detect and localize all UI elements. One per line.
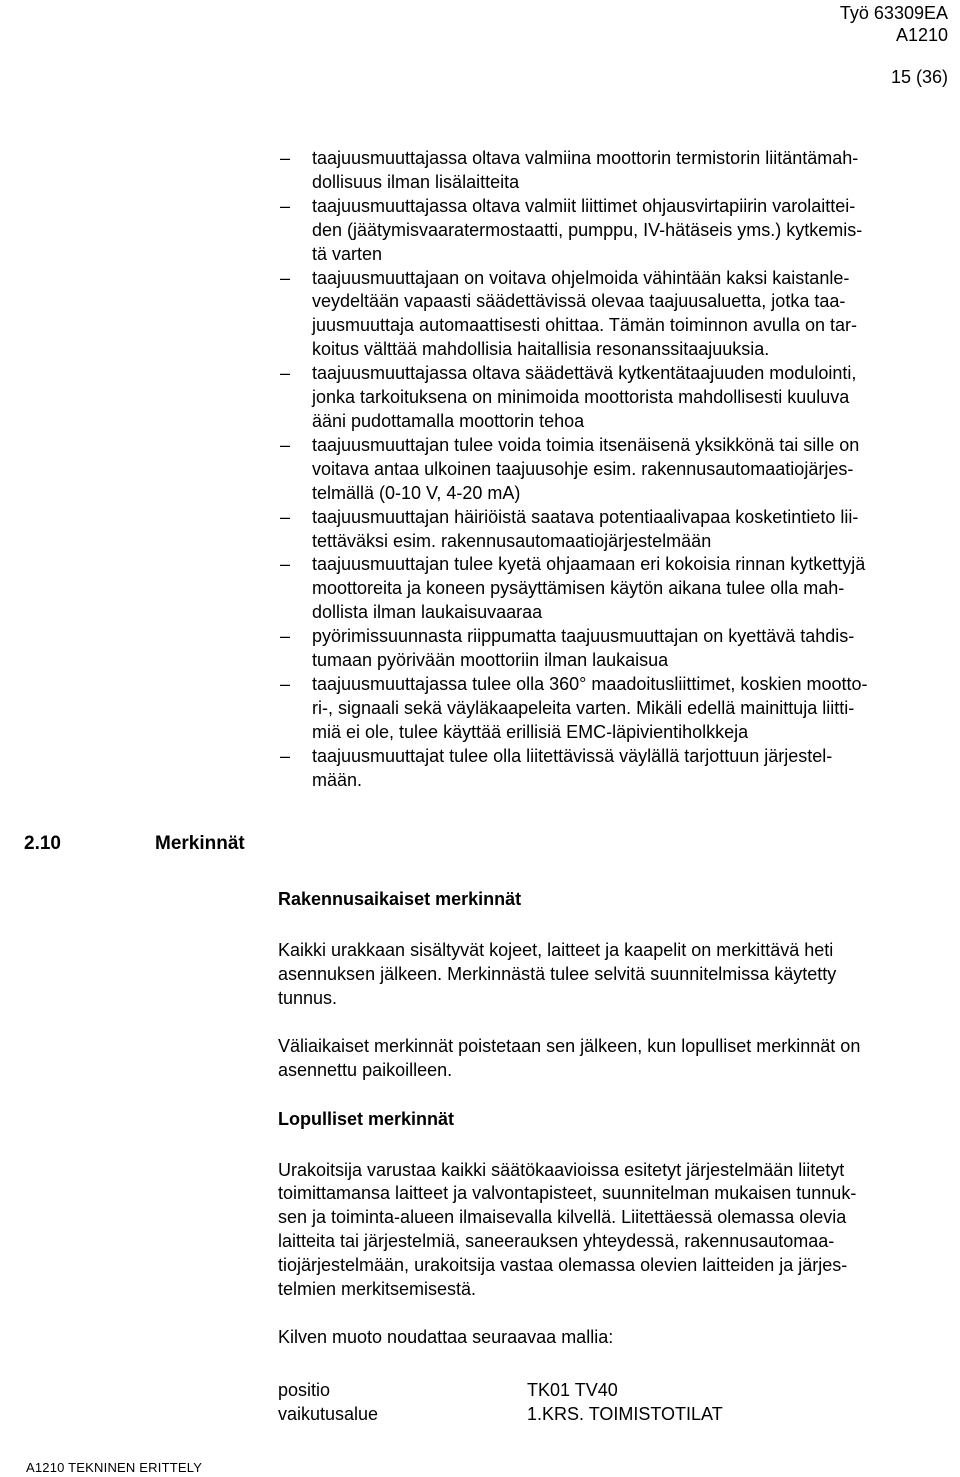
list-item bbox=[274, 506, 960, 554]
section-number: 2.10 bbox=[24, 833, 61, 854]
list-item-line: pyörimissuunnasta riippumatta taajuusmuuttajan on kyettävä tahdis- bbox=[312, 626, 855, 647]
paragraph-line: tiojärjestelmään, urakoitsija vastaa olemassa olevien laitteiden ja järjes- bbox=[278, 1255, 848, 1276]
paragraph bbox=[278, 1035, 958, 1083]
paragraph bbox=[278, 1326, 958, 1350]
list-item bbox=[274, 434, 960, 506]
list-item-line: veydeltään vapaasti säädettävissä olevaa taajuusaluetta, jotka taa- bbox=[312, 291, 846, 312]
list-item-line: taajuusmuuttajassa oltava valmiina moottorin termistorin liitäntämah- bbox=[312, 148, 859, 168]
document-number: Työ 63309EA bbox=[839, 3, 948, 23]
list-item bbox=[274, 267, 960, 363]
list-item-line: taajuusmuuttajassa tulee olla 360° maadoitusliittimet, koskien mootto- bbox=[312, 673, 868, 694]
paragraph-line: Urakoitsija varustaa kaikki säätökaavioissa esitetyt järjestelmään liitetyt bbox=[278, 1159, 845, 1180]
list-item-line: taajuusmuuttajan tulee voida toimia itsenäisenä yksikkönä tai sille on bbox=[312, 434, 860, 455]
list-item-line: taajuusmuuttajassa oltava valmiit liittimet ohjausvirtapiirin varolaittei- bbox=[312, 195, 856, 216]
list-item-line: tä varten bbox=[312, 243, 383, 264]
list-item bbox=[274, 625, 960, 673]
list-item bbox=[274, 195, 960, 267]
list-item-line: ääni pudottamalla moottorin tehoa bbox=[312, 410, 585, 431]
paragraph-line: asennettu paikoilleen. bbox=[278, 1059, 453, 1080]
list-item bbox=[274, 147, 960, 195]
list-item-line: dollisuus ilman lisälaitteita bbox=[312, 171, 520, 192]
list-item-line: den (jäätymisvaaratermostaatti, pumppu, IV-hätäseis yms.) kytkemis- bbox=[312, 219, 863, 240]
subheading-construction-markings: Rakennusaikaiset merkinnät bbox=[278, 889, 522, 909]
dash-marker: – bbox=[279, 363, 290, 384]
list-item-line: koitus välttää mahdollisia haitallisia resonanssitaajuuksia. bbox=[312, 339, 770, 360]
list-item-line: moottoreita ja koneen pysäyttämisen käytön aikana tulee olla mah- bbox=[312, 578, 845, 599]
list-item-line: miä ei ole, tulee käyttää erillisiä EMC-läpivientiholkkeja bbox=[312, 721, 749, 742]
sign-template bbox=[278, 1378, 958, 1426]
list-item bbox=[274, 745, 960, 793]
dash-marker: – bbox=[279, 195, 290, 216]
list-item bbox=[274, 673, 960, 745]
list-item-line: taajuusmuuttajan tulee kyetä ohjaamaan eri kokoisia rinnan kytkettyjä bbox=[312, 554, 866, 575]
paragraph-line: Kaikki urakkaan sisältyvät kojeet, laitteet ja kaapelit on merkittävä heti bbox=[278, 940, 834, 960]
list-item-line: mään. bbox=[312, 769, 363, 790]
paragraph-line: sen ja toiminta-alueen ilmaisevalla kilvellä. Liitettäessä olemassa olevia bbox=[278, 1207, 847, 1228]
dash-marker: – bbox=[279, 148, 290, 168]
dash-marker: – bbox=[279, 554, 290, 575]
section-title: Merkinnät bbox=[155, 833, 245, 854]
subheading-final-markings: Lopulliset merkinnät bbox=[278, 1108, 455, 1129]
dash-marker: – bbox=[279, 506, 290, 527]
list-item bbox=[274, 362, 960, 434]
document-code: A1210 bbox=[895, 25, 948, 45]
sign-row bbox=[278, 1378, 958, 1402]
page-number: 15 (36) bbox=[890, 67, 948, 87]
list-item-line: taajuusmuuttajassa oltava säädettävä kytkentätaajuuden modulointi, bbox=[312, 363, 857, 384]
paragraph bbox=[278, 939, 958, 1011]
paragraph-line: Kilven muoto noudattaa seuraavaa mallia: bbox=[278, 1326, 614, 1347]
list-item-line: juusmuuttaja automaattisesti ohittaa. Tämän toiminnon avulla on tar- bbox=[312, 315, 857, 336]
list-item-line: tettäväksi esim. rakennusautomaatiojärjestelmään bbox=[312, 530, 712, 551]
list-item-line: taajuusmuuttajaan on voitava ohjelmoida vähintään kaksi kaistanle- bbox=[312, 267, 850, 288]
paragraph-line: tunnus. bbox=[278, 987, 338, 1008]
list-item-line: telmällä (0-10 V, 4-20 mA) bbox=[312, 482, 521, 503]
dash-marker: – bbox=[279, 745, 290, 766]
sign-value: 1.KRS. TOIMISTOTILAT bbox=[527, 1403, 723, 1424]
paragraph bbox=[278, 1159, 958, 1302]
dash-marker: – bbox=[279, 673, 290, 694]
sign-value: TK01 TV40 bbox=[527, 1379, 618, 1400]
sign-key: positio bbox=[278, 1379, 331, 1400]
requirements-list bbox=[274, 147, 960, 792]
list-item-line: ri-, signaali sekä väyläkaapeleita varten. Mikäli edellä mainittuja liitti- bbox=[312, 697, 855, 718]
list-item-line: dollista ilman laukaisuvaaraa bbox=[312, 602, 543, 623]
paragraph-line: asennuksen jälkeen. Merkinnästä tulee selvitä suunnitelmissa käytetty bbox=[278, 963, 837, 984]
dash-marker: – bbox=[279, 626, 290, 647]
list-item-line: jonka tarkoituksena on minimoida moottorista mahdollisesti kuuluva bbox=[312, 387, 850, 408]
section-body bbox=[278, 887, 958, 1426]
page-header bbox=[840, 2, 948, 88]
dash-marker: – bbox=[279, 267, 290, 288]
list-item bbox=[274, 553, 960, 625]
paragraph-line: toimittamansa laitteet ja valvontapisteet, suunnitelman mukaisen tunnuk- bbox=[278, 1183, 857, 1204]
sign-row bbox=[278, 1402, 958, 1426]
list-item-line: voitava antaa ulkoinen taajuusohje esim. rakennusautomaatiojärjes- bbox=[312, 458, 854, 479]
sign-key: vaikutusalue bbox=[278, 1403, 379, 1424]
list-item-line: taajuusmuuttajan häiriöistä saatava potentiaalivapaa kosketintieto lii- bbox=[312, 506, 859, 527]
list-item-line: tumaan pyörivään moottoriin ilman laukaisua bbox=[312, 650, 669, 671]
paragraph-line: Väliaikaiset merkinnät poistetaan sen jälkeen, kun lopulliset merkinnät on bbox=[278, 1035, 861, 1056]
list-item-line: taajuusmuuttajat tulee olla liitettävissä väylällä tarjottuun järjestel- bbox=[312, 745, 833, 766]
paragraph-line: telmien merkitsemisestä. bbox=[278, 1279, 477, 1300]
dash-marker: – bbox=[279, 434, 290, 455]
paragraph-line: laitteita tai järjestelmiä, saneerauksen yhteydessä, rakennusautomaa- bbox=[278, 1231, 835, 1252]
page-footer: A1210 TEKNINEN ERITTELY bbox=[26, 1460, 203, 1475]
